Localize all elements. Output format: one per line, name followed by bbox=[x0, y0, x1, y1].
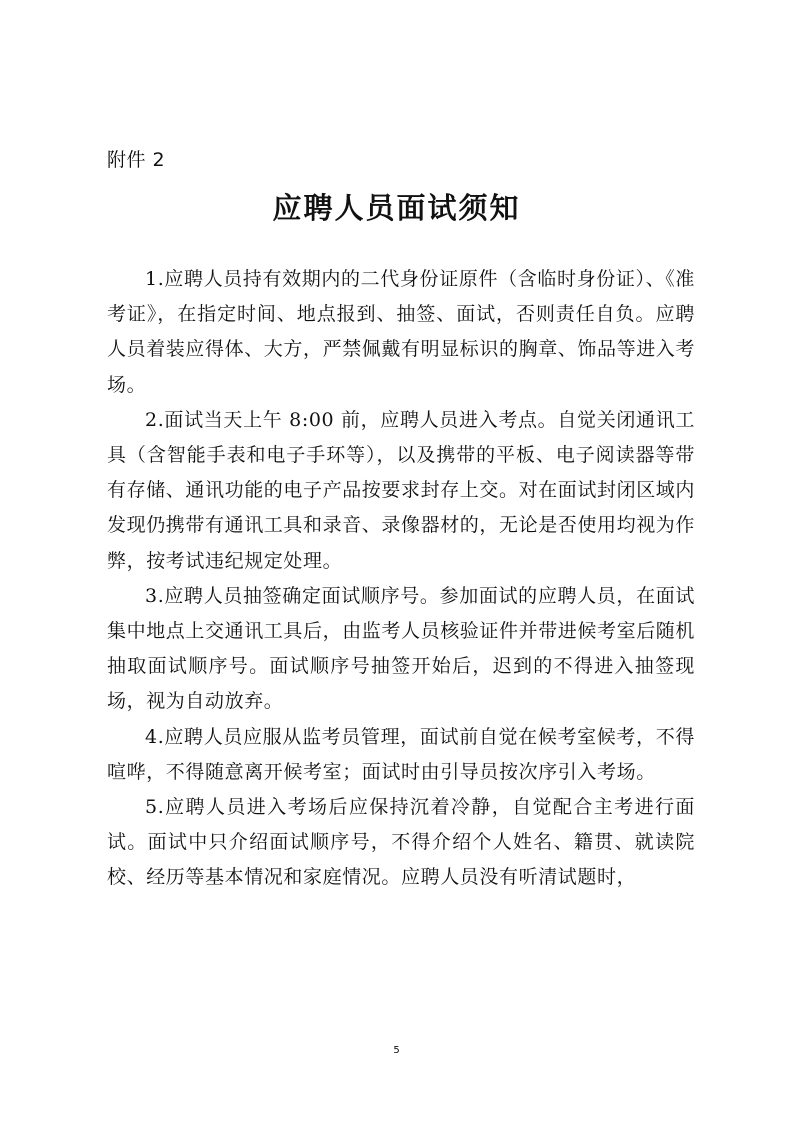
paragraph-1: 1.应聘人员持有效期内的二代身份证原件（含临时身份证）、《准考证》，在指定时间、地点报到、抽签、面试，否则责任自负。应聘人员着装应得体、大方，严禁佩戴有明显标识的胸章、饰品等进入考场。 bbox=[107, 268, 696, 396]
document-title: 应聘人员面试须知 bbox=[272, 191, 521, 225]
page-number: 5 bbox=[393, 1045, 400, 1056]
paragraph-3: 3.应聘人员抽签确定面试顺序号。参加面试的应聘人员，在面试集中地点上交通讯工具后，由监考人员核验证件并带进候考室后随机抽取面试顺序号。面试顺序号抽签开始后，迟到的不得进入抽签现场，视为自动放弃。 bbox=[107, 584, 696, 713]
paragraph-5: 5.应聘人员进入考场后应保持沉着冷静，自觉配合主考进行面试。面试中只介绍面试顺序号，不得介绍个人姓名、籍贯、就读院校、经历等基本情况和家庭情况。应聘人员没有听清试题时， bbox=[107, 796, 695, 889]
paragraph-4: 4.应聘人员应服从监考员管理，面试前自觉在候考室候考，不得喧哗，不得随意离开候考室；面试时由引导员按次序引入考场。 bbox=[107, 725, 695, 783]
attachment-label: 附件 2 bbox=[107, 149, 166, 171]
document-body bbox=[107, 262, 695, 896]
paragraph-2: 2.面试当天上午 8:00 前，应聘人员进入考点。自觉关闭通讯工具（含智能手表和电子手环等），以及携带的平板、电子阅读器等带有存储、通讯功能的电子产品按要求封存上交。对在面试封闭区域内发现仍携带有通讯工具和录音、录像器材的，无论是否使用均视为作弊，按考试违纪规定处理。 bbox=[107, 408, 696, 572]
